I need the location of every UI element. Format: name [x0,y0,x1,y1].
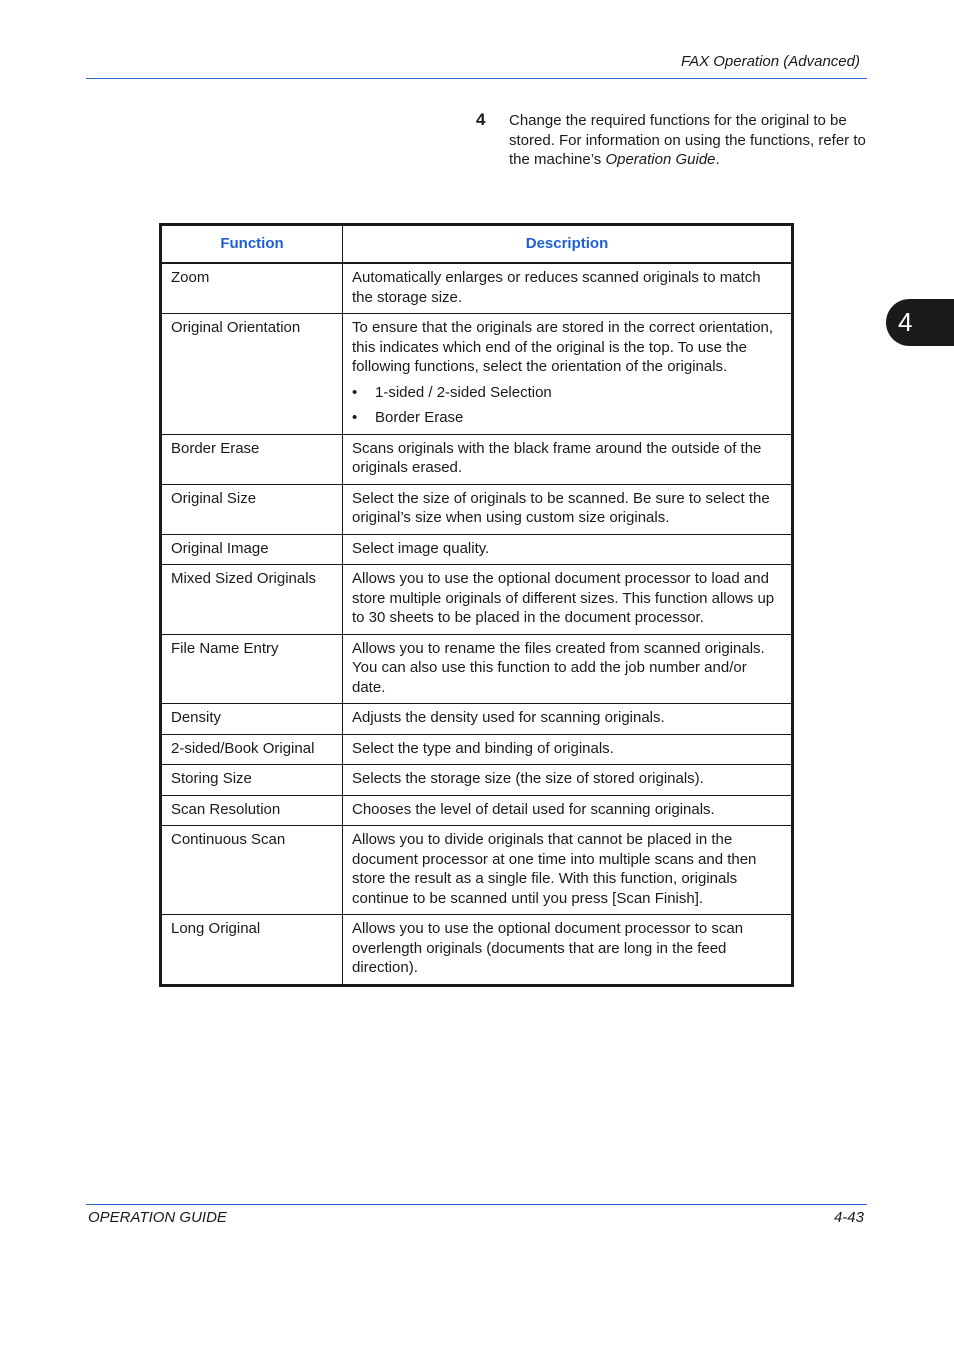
table-row [161,734,793,765]
description-cell [343,826,793,915]
table-header-row [161,225,793,264]
description-text: Select the type and binding of originals. [352,739,614,757]
step-instruction [509,111,869,170]
step-text-emphasis: Operation Guide [605,151,716,168]
description-text: Automatically enlarges or reduces scanned originals to match the storage size. [352,269,761,306]
function-cell: Zoom [161,263,343,314]
header-rule [86,78,867,79]
description-text: Select image quality. [352,539,490,557]
function-cell: File Name Entry [161,634,343,704]
description-cell [343,915,793,986]
function-table [159,223,794,987]
description-text: Allows you to rename the files created from scanned originals. You can also use this function to add the job number and/or date. [352,639,765,696]
function-cell: Scan Resolution [161,795,343,826]
bullet-item: • Border Erase [352,408,782,428]
column-header-description: Description [343,225,793,264]
description-cell [343,314,793,435]
footer-page-number: 4-43 [833,1209,864,1226]
table-row [161,534,793,565]
function-cell: Continuous Scan [161,826,343,915]
description-text: Allows you to use the optional document processor to load and store multiple originals of different sizes. This function allows up to 30 sheets to be placed in the document processor. [352,570,775,626]
table-row [161,826,793,915]
step-number: 4 [476,110,486,129]
function-cell: Storing Size [161,765,343,796]
chapter-tab: 4 [886,299,954,346]
description-text: Allows you to use the optional document processor to scan overlength originals (documents that are long in the feed direction). [352,920,744,976]
description-cell [343,263,793,314]
function-cell: Border Erase [161,434,343,484]
table-body [161,263,793,985]
description-cell [343,484,793,534]
column-header-function: Function [161,225,343,264]
footer-rule [86,1204,867,1205]
description-text: Chooses the level of detail used for scanning originals. [352,800,715,818]
description-cell [343,795,793,826]
description-text: Select the size of originals to be scanned. Be sure to select the original’s size when using custom size originals. [352,489,770,526]
description-text: To ensure that the originals are stored in the correct orientation, this indicates which end of the original is the top. To use the following functions, select the orientation of the originals. [352,319,774,375]
function-cell: Long Original [161,915,343,986]
function-cell: Mixed Sized Originals [161,565,343,635]
description-text: Scans originals with the black frame around the outside of the originals erased. [352,439,762,476]
description-cell [343,734,793,765]
function-cell: Original Image [161,534,343,565]
table-row [161,704,793,735]
table-row [161,765,793,796]
description-cell [343,434,793,484]
header-title: FAX Operation (Advanced) [681,53,860,70]
description-cell [343,534,793,565]
description-cell [343,565,793,635]
description-text: Selects the storage size (the size of stored originals). [352,770,704,787]
footer-guide-title: OPERATION GUIDE [88,1209,227,1226]
description-text: Allows you to divide originals that cannot be placed in the document processor at one time into multiple scans and then store the result as a single file. With this function, originals continue to be scanned until you press [Scan Finish]. [352,831,757,907]
bullet-item: • 1-sided / 2-sided Selection [352,383,782,403]
description-cell [343,634,793,704]
function-cell: Original Size [161,484,343,534]
table-row [161,314,793,435]
description-cell [343,704,793,735]
table-row [161,634,793,704]
bullet-list [352,383,782,428]
table-row [161,565,793,635]
description-cell [343,765,793,796]
table-row [161,484,793,534]
table-row [161,434,793,484]
table-row [161,795,793,826]
function-cell: Original Orientation [161,314,343,435]
table-row [161,915,793,986]
description-text: Adjusts the density used for scanning originals. [352,709,665,726]
function-cell: Density [161,704,343,735]
step-text-before: Change the required functions for the original to be stored. For information on using the functions, refer to the machine’s [509,112,866,168]
table-row [161,263,793,314]
step-text-after: . [715,151,720,168]
function-cell: 2-sided/Book Original [161,734,343,765]
